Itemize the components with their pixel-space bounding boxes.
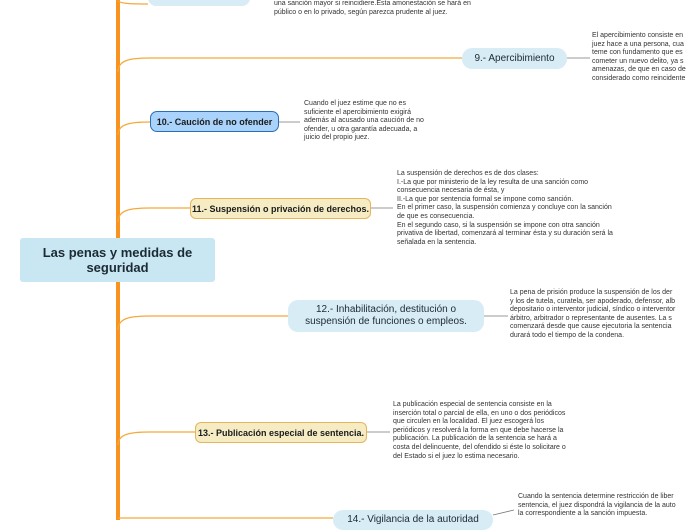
note-link-14 [493,510,514,515]
note-14: Cuando la sentencia determine restricción de liber sentencia, el juez dispondrá la vigilancia de la auto la correspondiente a la sanción impuesta. [518,493,676,518]
node-11-suspension[interactable]: 11.- Suspensión o privación de derechos. [190,198,371,219]
branch-10 [118,122,150,135]
branch-9 [118,58,462,72]
node-10-caucion[interactable]: 10.- Caución de no ofender [150,111,279,132]
branch-12 [118,316,288,330]
branch-11 [118,208,190,222]
node-14-vigilancia[interactable]: 14.- Vigilancia de la autoridad [333,510,493,530]
branch-13 [118,432,195,445]
node-13-publicacion[interactable]: 13.- Publicación especial de sentencia. [195,422,367,443]
node-9-apercibimiento[interactable]: 9.- Apercibimiento [462,48,567,69]
note-10: Cuando el juez estime que no es suficiente el apercibimiento exigirá además al acusado una caución de no ofender, u otra garantía adecuada, a juicio del propio juez. [304,100,424,142]
note-12: La pena de prisión produce la suspensión de los der y los de tutela, curatela, ser apoderado, defensor, alb depositario o interventor judicial, síndico o interventor árbitro, arbitrador o representante de ausentes. La s comenzará desde que cause ejecutoria la sentencia durará todo el tiempo de la condena. [510,289,676,339]
note-13: La publicación especial de sentencia consiste en la inserción total o parcial de ella, en uno o dos periódicos que circulen en la localidad. El juez escogerá los periódicos y resolverá la forma en que debe hacerse la publicación. La publicación de la sentencia se hará a costa del delincuente, del ofendido si éste lo solicitare o del Estado si el juez lo estima necesario. [393,401,566,460]
node-top-partial[interactable] [148,0,250,6]
note-top: una sanción mayor si reincidiere.Esta amonestación se hará en público o en lo privado, según parezca prudente al juez. [274,0,471,16]
note-11: La suspensión de derechos es de dos clases: I.-La que por ministerio de la ley resulta de una sanción como consecuencia necesaria de ésta, y II.-La que por sentencia formal se impone como sanción. En el primer caso, la suspensión comienza y concluye con la sanción de que es consecuencia. En el segundo caso, si la suspensión se impone con otra sanción privativa de libertad, comenzará al terminar ésta y su duración será la señalada en la sentencia. [397,170,613,246]
root-node[interactable]: Las penas y medidas de seguridad [20,238,215,282]
note-9: El apercibimiento consiste en juez hace a una persona, cua teme con fundamento que es cometer un nuevo delito, ya s amenazas, de que en caso de considerado como reincidente [592,32,686,82]
branch-top [118,0,148,4]
node-12-inhabilitacion[interactable]: 12.- Inhabilitación, destitución o suspensión de funciones o empleos. [288,300,484,332]
